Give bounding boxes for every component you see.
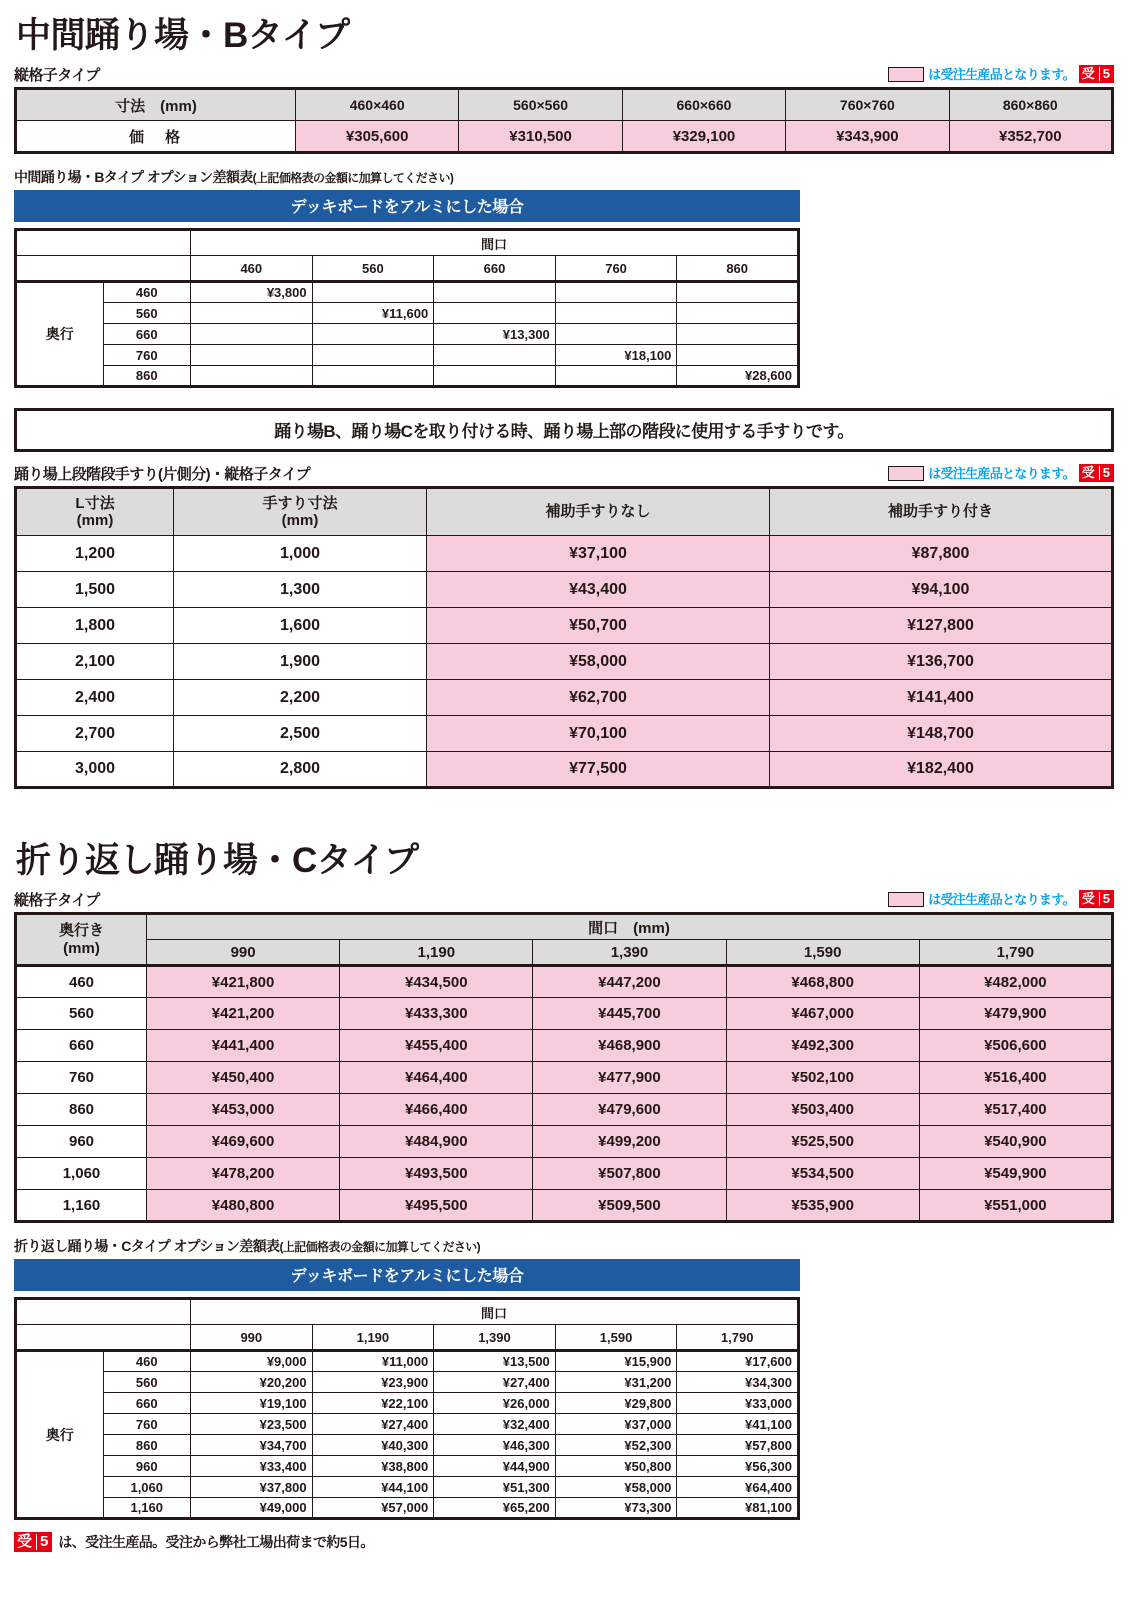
- c-price-depth-6: 1,060: [16, 1158, 147, 1190]
- b-option-depth-2: 660: [103, 324, 191, 345]
- b-option-cell-0-3: [555, 282, 677, 303]
- b-option-cell-3-1: [312, 345, 434, 366]
- b-option-corner-2: [16, 256, 191, 282]
- table-row: [16, 282, 799, 303]
- handrail-header-with-aux: 補助手すり付き: [770, 488, 1113, 536]
- b-option-cell-4-2: [434, 366, 556, 387]
- c-price-row-header: [16, 914, 147, 966]
- handrail-noaux-5: ¥70,100: [427, 716, 770, 752]
- c-price-row-header-line1: 奥行き: [58, 922, 104, 940]
- c-option-cell-4-0: ¥34,700: [191, 1435, 313, 1456]
- c-price-7-1: ¥495,500: [340, 1190, 533, 1222]
- c-price-depth-4: 860: [16, 1094, 147, 1126]
- badge-separator: [1099, 67, 1100, 81]
- c-option-cell-7-4: ¥81,100: [677, 1498, 799, 1519]
- table-row: [16, 680, 1113, 716]
- c-option-row-group: 奥行: [16, 1351, 104, 1519]
- made-to-order-badge: [1079, 464, 1114, 482]
- c-price-3-2: ¥477,900: [533, 1062, 726, 1094]
- c-price-7-4: ¥551,000: [919, 1190, 1112, 1222]
- c-price-5-4: ¥540,900: [919, 1126, 1112, 1158]
- c-price-1-0: ¥421,200: [147, 998, 340, 1030]
- b-option-width-3: 760: [555, 256, 677, 282]
- handrail-h-1: 1,300: [174, 572, 427, 608]
- c-option-depth-3: 760: [103, 1414, 191, 1435]
- table-row: [16, 998, 1113, 1030]
- b-option-cell-1-0: [191, 303, 313, 324]
- c-price-7-0: ¥480,800: [147, 1190, 340, 1222]
- handrail-noaux-4: ¥62,700: [427, 680, 770, 716]
- c-price-4-3: ¥503,400: [726, 1094, 919, 1126]
- b-price-table: [14, 87, 1114, 154]
- c-option-cell-1-2: ¥27,400: [434, 1372, 556, 1393]
- badge-number: 5: [1102, 66, 1110, 81]
- handrail-noaux-1: ¥43,400: [427, 572, 770, 608]
- c-price-col-group: 間口 (mm): [147, 914, 1113, 940]
- c-option-corner: [16, 1299, 191, 1325]
- handrail-header-l-line1: L寸法: [75, 494, 115, 512]
- c-price-depth-3: 760: [16, 1062, 147, 1094]
- b-price-dim-2: 660×660: [622, 89, 785, 121]
- b-option-caption-paren: (上記価格表の金額に加算してください): [252, 171, 454, 185]
- handrail-l-1: 1,500: [16, 572, 174, 608]
- b-price-dim-label: 寸法 (mm): [16, 89, 296, 121]
- c-option-depth-0: 460: [103, 1351, 191, 1372]
- b-option-cell-0-0: ¥3,800: [191, 282, 313, 303]
- table-row: [16, 324, 799, 345]
- b-option-cell-1-4: [677, 303, 799, 324]
- legend-text: は受注生産品となります。: [928, 66, 1075, 82]
- c-price-0-1: ¥434,500: [340, 966, 533, 998]
- table-row: [16, 1030, 1113, 1062]
- c-option-depth-7: 1,160: [103, 1498, 191, 1519]
- b-option-cell-0-1: [312, 282, 434, 303]
- c-option-cell-5-4: ¥56,300: [677, 1456, 799, 1477]
- badge-number: 5: [1102, 465, 1110, 480]
- c-price-row-header-line2: (mm): [63, 939, 100, 957]
- b-option-depth-3: 760: [103, 345, 191, 366]
- c-option-width-0: 990: [191, 1325, 313, 1351]
- c-price-6-0: ¥478,200: [147, 1158, 340, 1190]
- badge-kanji: 受: [1081, 465, 1095, 480]
- c-option-cell-2-0: ¥19,100: [191, 1393, 313, 1414]
- c-option-cell-0-4: ¥17,600: [677, 1351, 799, 1372]
- handrail-withaux-3: ¥136,700: [770, 644, 1113, 680]
- b-option-cell-0-4: [677, 282, 799, 303]
- b-option-cell-4-3: [555, 366, 677, 387]
- c-option-cell-6-1: ¥44,100: [312, 1477, 434, 1498]
- c-option-col-group: 間口: [191, 1299, 799, 1325]
- b-price-dim-1: 560×560: [459, 89, 622, 121]
- c-price-table: [14, 912, 1114, 1223]
- c-option-cell-1-3: ¥31,200: [555, 1372, 677, 1393]
- b-price-price-label: 価 格: [16, 121, 296, 153]
- made-to-order-legend-b: [888, 65, 1114, 83]
- handrail-withaux-5: ¥148,700: [770, 716, 1113, 752]
- table-row: [16, 1190, 1113, 1222]
- c-option-table: [14, 1297, 800, 1520]
- table-row: [16, 1435, 799, 1456]
- b-price-value-4: ¥352,700: [949, 121, 1112, 153]
- c-option-cell-2-4: ¥33,000: [677, 1393, 799, 1414]
- handrail-noaux-3: ¥58,000: [427, 644, 770, 680]
- handrail-header-l: [16, 488, 174, 536]
- b-option-cell-3-0: [191, 345, 313, 366]
- b-option-cell-4-1: [312, 366, 434, 387]
- c-option-cell-3-1: ¥27,400: [312, 1414, 434, 1435]
- c-option-cell-0-3: ¥15,900: [555, 1351, 677, 1372]
- table-row: [16, 89, 1113, 121]
- c-price-5-0: ¥469,600: [147, 1126, 340, 1158]
- c-price-3-4: ¥516,400: [919, 1062, 1112, 1094]
- c-option-cell-7-2: ¥65,200: [434, 1498, 556, 1519]
- table-row: [16, 940, 1113, 966]
- c-option-cell-2-1: ¥22,100: [312, 1393, 434, 1414]
- table-row: [16, 752, 1113, 788]
- c-option-cell-3-3: ¥37,000: [555, 1414, 677, 1435]
- handrail-notice-banner: 踊り場B、踊り場Cを取り付ける時、踊り場上部の階段に使用する手すりです。: [14, 408, 1114, 452]
- table-row: [16, 345, 799, 366]
- handrail-caption: 踊り場上段階段手すり(片側分)・縦格子タイプ: [14, 466, 311, 483]
- c-price-2-0: ¥441,400: [147, 1030, 340, 1062]
- handrail-noaux-6: ¥77,500: [427, 752, 770, 788]
- table-row: [16, 536, 1113, 572]
- b-price-value-2: ¥329,100: [622, 121, 785, 153]
- c-price-1-2: ¥445,700: [533, 998, 726, 1030]
- c-price-width-2: 1,390: [533, 940, 726, 966]
- c-option-cell-3-4: ¥41,100: [677, 1414, 799, 1435]
- table-row: [16, 1126, 1113, 1158]
- b-price-value-0: ¥305,600: [296, 121, 459, 153]
- handrail-withaux-1: ¥94,100: [770, 572, 1113, 608]
- c-price-2-1: ¥455,400: [340, 1030, 533, 1062]
- c-price-6-2: ¥507,800: [533, 1158, 726, 1190]
- c-option-cell-4-4: ¥57,800: [677, 1435, 799, 1456]
- made-to-order-legend-handrail: [888, 464, 1114, 482]
- c-price-depth-7: 1,160: [16, 1190, 147, 1222]
- handrail-noaux-0: ¥37,100: [427, 536, 770, 572]
- badge-kanji: 受: [1081, 66, 1095, 81]
- handrail-h-5: 2,500: [174, 716, 427, 752]
- handrail-withaux-6: ¥182,400: [770, 752, 1113, 788]
- c-option-caption-paren: (上記価格表の金額に加算してください): [279, 1240, 481, 1254]
- b-price-dim-0: 460×460: [296, 89, 459, 121]
- table-row: [16, 966, 1113, 998]
- b-option-cell-2-1: [312, 324, 434, 345]
- handrail-l-4: 2,400: [16, 680, 174, 716]
- b-option-col-group: 間口: [191, 230, 799, 256]
- handrail-header-h: [174, 488, 427, 536]
- c-price-2-2: ¥468,900: [533, 1030, 726, 1062]
- b-price-value-1: ¥310,500: [459, 121, 622, 153]
- b-option-cell-2-0: [191, 324, 313, 345]
- c-option-cell-5-1: ¥38,800: [312, 1456, 434, 1477]
- b-option-cell-1-1: ¥11,600: [312, 303, 434, 324]
- c-price-1-1: ¥433,300: [340, 998, 533, 1030]
- badge-number: 5: [1102, 891, 1110, 906]
- c-option-cell-4-1: ¥40,300: [312, 1435, 434, 1456]
- b-option-depth-4: 860: [103, 366, 191, 387]
- c-option-cell-7-1: ¥57,000: [312, 1498, 434, 1519]
- table-row: [16, 1299, 799, 1325]
- pink-swatch-icon: [888, 892, 924, 907]
- b-option-width-1: 560: [312, 256, 434, 282]
- c-price-depth-2: 660: [16, 1030, 147, 1062]
- c-price-0-2: ¥447,200: [533, 966, 726, 998]
- c-price-3-1: ¥464,400: [340, 1062, 533, 1094]
- c-price-depth-0: 460: [16, 966, 147, 998]
- b-option-caption-main: 中間踊り場・Bタイプ オプション差額表: [14, 169, 253, 185]
- badge-kanji: 受: [17, 1533, 33, 1550]
- b-option-cell-4-4: ¥28,600: [677, 366, 799, 387]
- b-option-cell-3-2: [434, 345, 556, 366]
- b-option-cell-2-2: ¥13,300: [434, 324, 556, 345]
- made-to-order-badge: [1079, 890, 1114, 908]
- table-row: [16, 1498, 799, 1519]
- c-price-4-1: ¥466,400: [340, 1094, 533, 1126]
- handrail-header-h-line1: 手すり寸法: [262, 494, 338, 512]
- table-row: [16, 230, 799, 256]
- b-option-cell-3-4: [677, 345, 799, 366]
- handrail-header-h-line2: (mm): [281, 512, 319, 529]
- section-spacer: [14, 789, 1114, 809]
- b-option-cell-4-0: [191, 366, 313, 387]
- handrail-noaux-2: ¥50,700: [427, 608, 770, 644]
- handrail-h-0: 1,000: [174, 536, 427, 572]
- c-price-width-3: 1,590: [726, 940, 919, 966]
- section-c-title: 折り返し踊り場・Cタイプ: [16, 841, 419, 880]
- c-price-5-2: ¥499,200: [533, 1126, 726, 1158]
- c-price-3-3: ¥502,100: [726, 1062, 919, 1094]
- badge-separator: [36, 1534, 37, 1550]
- c-price-6-3: ¥534,500: [726, 1158, 919, 1190]
- b-option-cell-0-2: [434, 282, 556, 303]
- handrail-withaux-2: ¥127,800: [770, 608, 1113, 644]
- c-option-width-4: 1,790: [677, 1325, 799, 1351]
- b-option-row-group: 奥行: [16, 282, 104, 387]
- b-option-corner: [16, 230, 191, 256]
- c-option-cell-6-4: ¥64,400: [677, 1477, 799, 1498]
- handrail-header-l-line2: (mm): [76, 512, 114, 529]
- c-option-caption-main: 折り返し踊り場・Cタイプ オプション差額表: [14, 1238, 280, 1254]
- c-option-depth-1: 560: [103, 1372, 191, 1393]
- table-row: [16, 608, 1113, 644]
- section-c-caption: 縦格子タイプ: [14, 892, 100, 909]
- c-option-width-2: 1,390: [434, 1325, 556, 1351]
- c-option-cell-2-2: ¥26,000: [434, 1393, 556, 1414]
- c-price-2-3: ¥492,300: [726, 1030, 919, 1062]
- b-option-cell-1-2: [434, 303, 556, 324]
- b-option-width-0: 460: [191, 256, 313, 282]
- handrail-header-no-aux: 補助手すりなし: [427, 488, 770, 536]
- c-price-4-4: ¥517,400: [919, 1094, 1112, 1126]
- b-price-dim-3: 760×760: [786, 89, 949, 121]
- handrail-h-2: 1,600: [174, 608, 427, 644]
- b-option-cell-1-3: [555, 303, 677, 324]
- b-option-cell-3-3: ¥18,100: [555, 345, 677, 366]
- badge-kanji: 受: [1081, 891, 1095, 906]
- handrail-withaux-0: ¥87,800: [770, 536, 1113, 572]
- c-option-width-3: 1,590: [555, 1325, 677, 1351]
- section-b-caption-row: [14, 63, 1114, 83]
- table-row: [16, 644, 1113, 680]
- legend-text: は受注生産品となります。: [928, 891, 1075, 907]
- c-price-1-4: ¥479,900: [919, 998, 1112, 1030]
- c-option-cell-3-2: ¥32,400: [434, 1414, 556, 1435]
- table-row: [16, 1325, 799, 1351]
- b-option-band: デッキボードをアルミにした場合: [14, 190, 800, 222]
- pink-swatch-icon: [888, 67, 924, 82]
- handrail-l-5: 2,700: [16, 716, 174, 752]
- c-option-cell-2-3: ¥29,800: [555, 1393, 677, 1414]
- pink-swatch-icon: [888, 466, 924, 481]
- c-option-cell-7-0: ¥49,000: [191, 1498, 313, 1519]
- c-option-depth-5: 960: [103, 1456, 191, 1477]
- handrail-withaux-4: ¥141,400: [770, 680, 1113, 716]
- section-c-caption-row: [14, 888, 1114, 908]
- table-row: [16, 1393, 799, 1414]
- c-price-7-3: ¥535,900: [726, 1190, 919, 1222]
- handrail-h-3: 1,900: [174, 644, 427, 680]
- table-row: [16, 1414, 799, 1435]
- table-row: [16, 256, 799, 282]
- table-row: [16, 1094, 1113, 1126]
- c-option-cell-0-2: ¥13,500: [434, 1351, 556, 1372]
- table-row: [16, 1456, 799, 1477]
- c-price-depth-5: 960: [16, 1126, 147, 1158]
- b-option-width-2: 660: [434, 256, 556, 282]
- table-row: [16, 572, 1113, 608]
- c-price-5-3: ¥525,500: [726, 1126, 919, 1158]
- table-row: [16, 303, 799, 324]
- table-row: [16, 716, 1113, 752]
- handrail-l-2: 1,800: [16, 608, 174, 644]
- c-option-depth-4: 860: [103, 1435, 191, 1456]
- c-price-4-2: ¥479,600: [533, 1094, 726, 1126]
- c-option-cell-6-2: ¥51,300: [434, 1477, 556, 1498]
- handrail-l-6: 3,000: [16, 752, 174, 788]
- b-option-width-4: 860: [677, 256, 799, 282]
- page-footnote: [14, 1532, 1114, 1552]
- c-price-6-1: ¥493,500: [340, 1158, 533, 1190]
- c-option-cell-3-0: ¥23,500: [191, 1414, 313, 1435]
- handrail-caption-row: [14, 462, 1114, 482]
- c-price-width-4: 1,790: [919, 940, 1112, 966]
- c-price-4-0: ¥453,000: [147, 1094, 340, 1126]
- c-price-1-3: ¥467,000: [726, 998, 919, 1030]
- c-option-cell-4-3: ¥52,300: [555, 1435, 677, 1456]
- c-option-cell-6-0: ¥37,800: [191, 1477, 313, 1498]
- c-option-cell-1-1: ¥23,900: [312, 1372, 434, 1393]
- c-option-cell-5-3: ¥50,800: [555, 1456, 677, 1477]
- badge-number: 5: [40, 1533, 49, 1550]
- handrail-h-6: 2,800: [174, 752, 427, 788]
- table-row: [16, 121, 1113, 153]
- handrail-h-4: 2,200: [174, 680, 427, 716]
- handrail-l-0: 1,200: [16, 536, 174, 572]
- c-option-band: デッキボードをアルミにした場合: [14, 1259, 800, 1291]
- b-option-cell-2-3: [555, 324, 677, 345]
- c-price-0-0: ¥421,800: [147, 966, 340, 998]
- c-option-cell-5-0: ¥33,400: [191, 1456, 313, 1477]
- badge-separator: [1099, 466, 1100, 480]
- c-price-3-0: ¥450,400: [147, 1062, 340, 1094]
- table-row: [16, 366, 799, 387]
- c-option-cell-1-0: ¥20,200: [191, 1372, 313, 1393]
- c-price-0-3: ¥468,800: [726, 966, 919, 998]
- b-option-caption: [14, 170, 1114, 184]
- c-option-depth-6: 1,060: [103, 1477, 191, 1498]
- c-price-7-2: ¥509,500: [533, 1190, 726, 1222]
- b-option-cell-2-4: [677, 324, 799, 345]
- made-to-order-legend-c: [888, 890, 1114, 908]
- section-b-caption: 縦格子タイプ: [14, 67, 100, 84]
- made-to-order-badge: [1079, 65, 1114, 83]
- handrail-l-3: 2,100: [16, 644, 174, 680]
- c-option-cell-0-1: ¥11,000: [312, 1351, 434, 1372]
- table-row: [16, 488, 1113, 536]
- c-option-depth-2: 660: [103, 1393, 191, 1414]
- b-option-depth-1: 560: [103, 303, 191, 324]
- c-price-0-4: ¥482,000: [919, 966, 1112, 998]
- c-price-2-4: ¥506,600: [919, 1030, 1112, 1062]
- c-price-6-4: ¥549,900: [919, 1158, 1112, 1190]
- c-option-caption: [14, 1239, 1114, 1253]
- c-option-width-1: 1,190: [312, 1325, 434, 1351]
- c-option-cell-4-2: ¥46,300: [434, 1435, 556, 1456]
- table-row: [16, 1158, 1113, 1190]
- legend-text: は受注生産品となります。: [928, 465, 1075, 481]
- b-price-dim-4: 860×860: [949, 89, 1112, 121]
- c-option-cell-7-3: ¥73,300: [555, 1498, 677, 1519]
- section-b-title: 中間踊り場・Bタイプ: [16, 16, 350, 55]
- c-price-5-1: ¥484,900: [340, 1126, 533, 1158]
- table-row: [16, 1351, 799, 1372]
- b-price-value-3: ¥343,900: [786, 121, 949, 153]
- table-row: [16, 1372, 799, 1393]
- table-row: [16, 1062, 1113, 1094]
- c-option-cell-0-0: ¥9,000: [191, 1351, 313, 1372]
- b-option-table: [14, 228, 800, 388]
- c-option-cell-6-3: ¥58,000: [555, 1477, 677, 1498]
- made-to-order-badge: [14, 1532, 52, 1552]
- footnote-text: は、受注生産品。受注から弊社工場出荷まで約5日。: [58, 1534, 374, 1550]
- c-price-depth-1: 560: [16, 998, 147, 1030]
- b-option-depth-0: 460: [103, 282, 191, 303]
- table-row: [16, 914, 1113, 940]
- c-price-width-0: 990: [147, 940, 340, 966]
- badge-separator: [1099, 892, 1100, 906]
- c-option-corner-2: [16, 1325, 191, 1351]
- c-option-cell-1-4: ¥34,300: [677, 1372, 799, 1393]
- c-price-width-1: 1,190: [340, 940, 533, 966]
- c-option-cell-5-2: ¥44,900: [434, 1456, 556, 1477]
- handrail-price-table: [14, 486, 1114, 789]
- table-row: [16, 1477, 799, 1498]
